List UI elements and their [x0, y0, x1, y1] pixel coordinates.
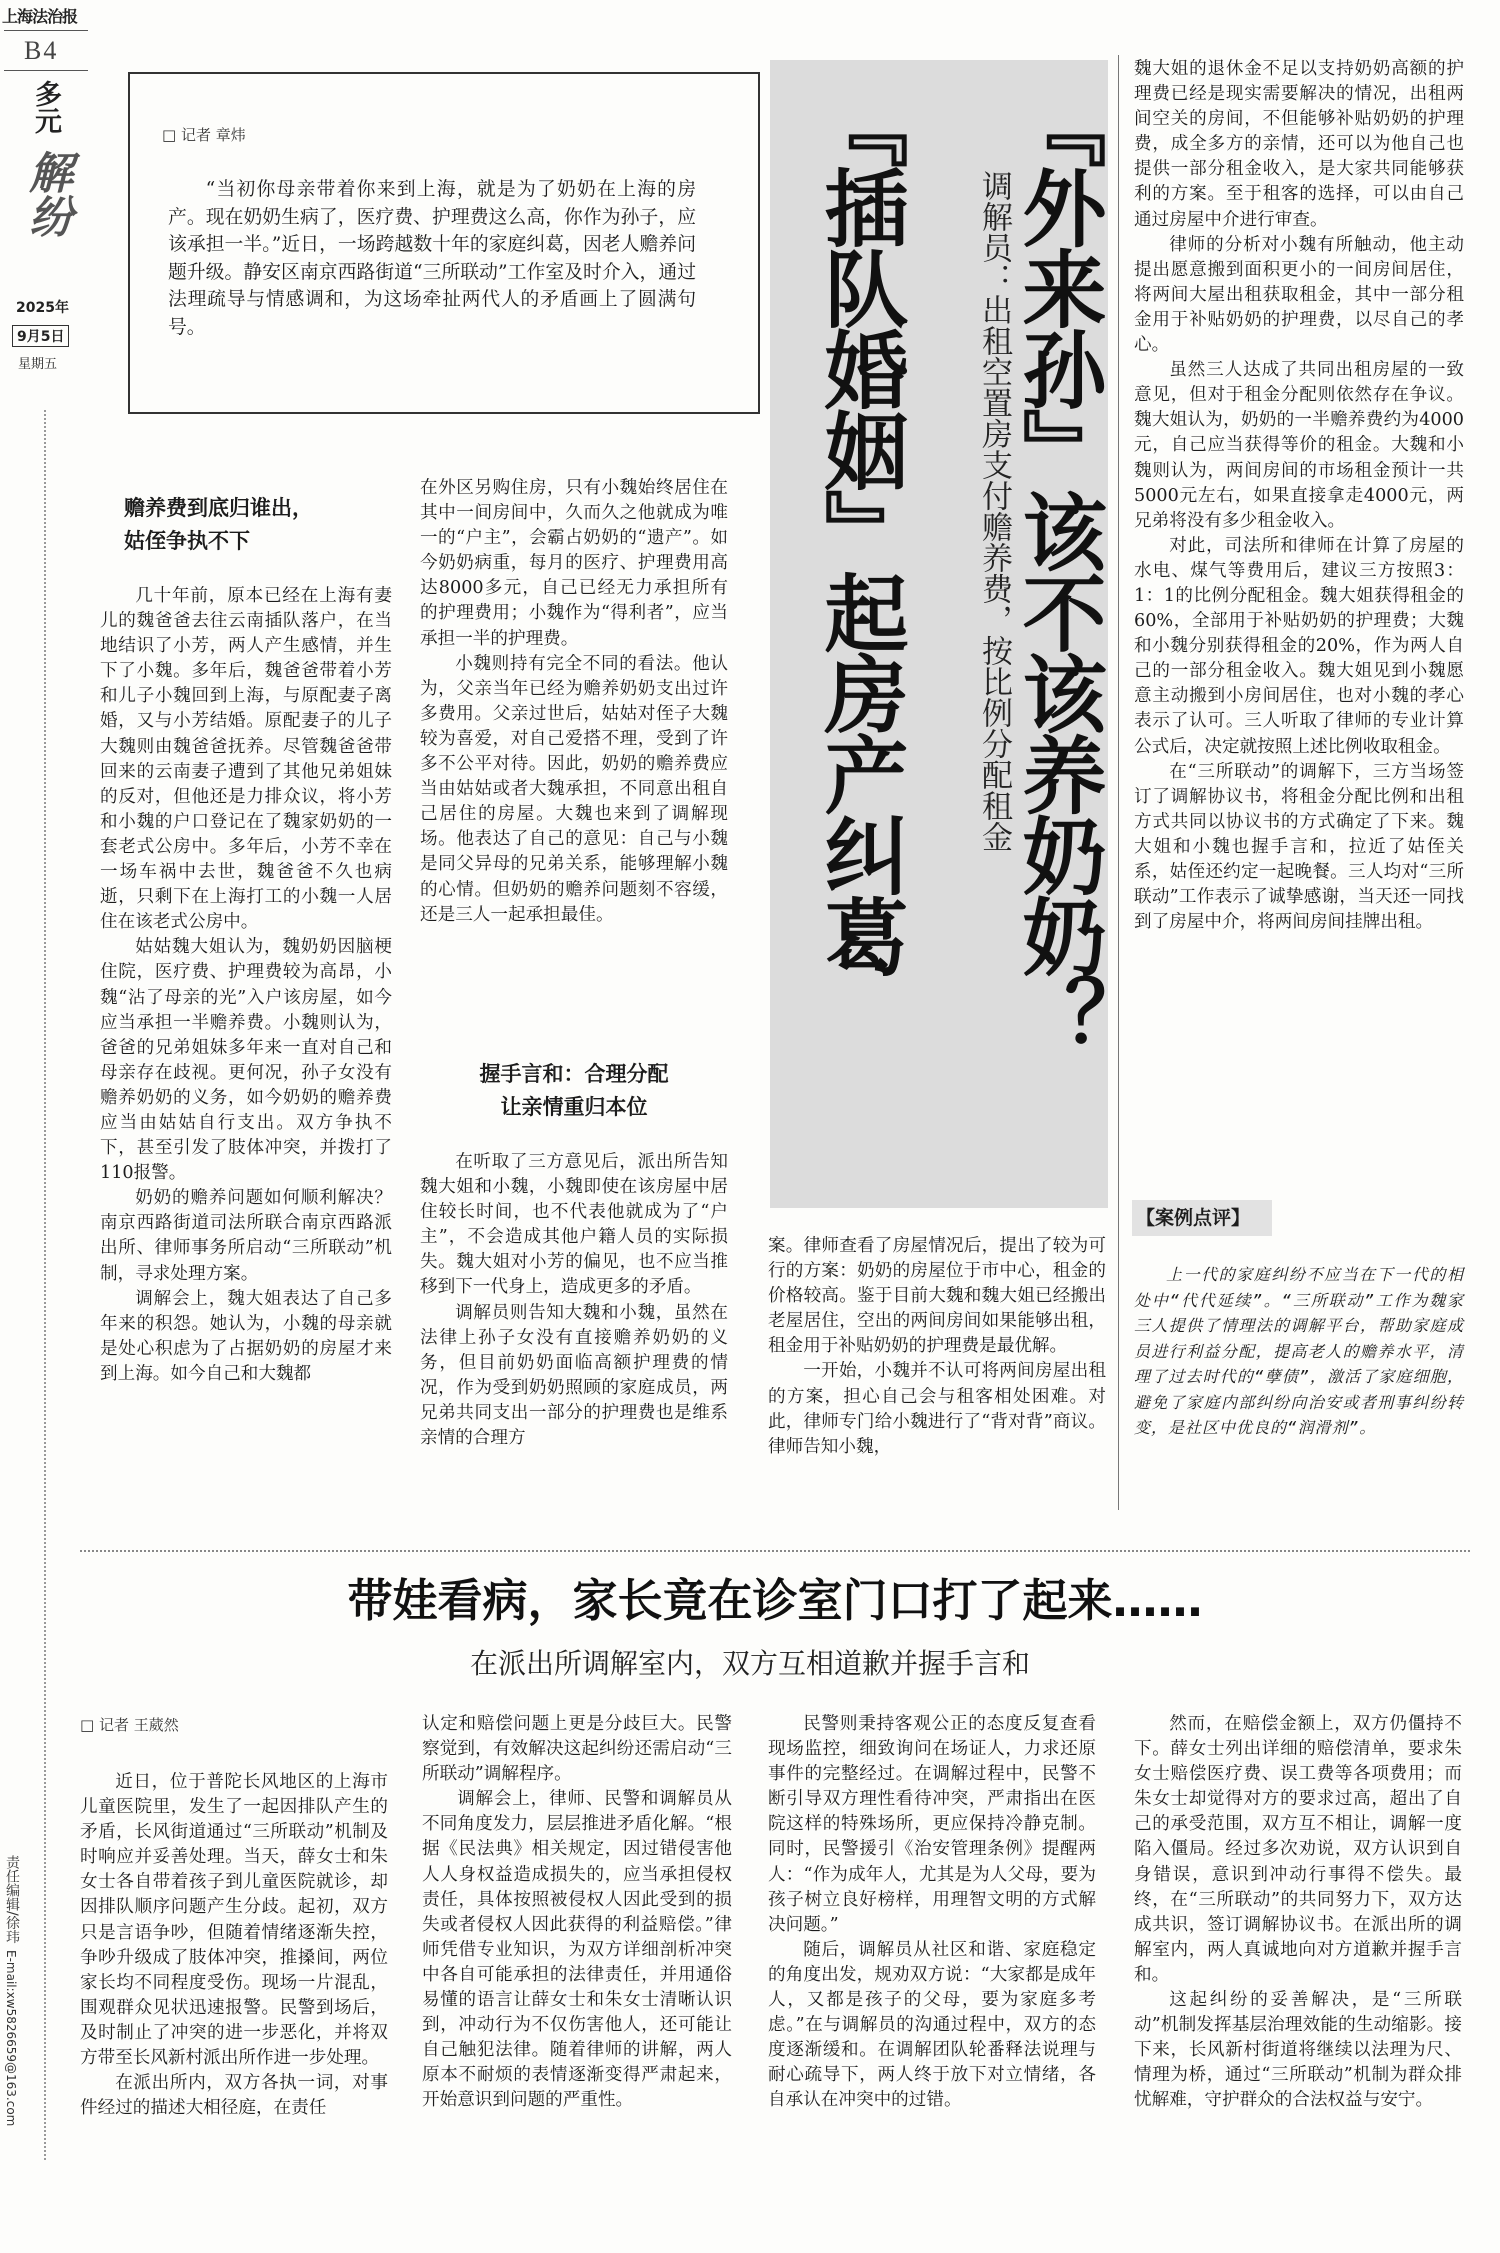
story2-subhead: 在派出所调解室内，双方互相道歉并握手言和 — [469, 1647, 1030, 1680]
story2-byline: □ 记者 王葳然 — [80, 1716, 179, 1734]
masthead — [0, 0, 92, 2253]
story1-col4: 魏大姐的退休金不足以支持奶奶高额的护理费已经是现实需要解决的情况，出租两间空关的房间，不但能够补贴奶奶的护理费，成全多方的亲情，还可以为他自己也提供一部分租金收入，是大家共同能够获利的方案。至于租客的选择，可以由自己通过房屋中介进行审查。 律师的分析对小魏有所触动，他主动提出愿意搬到面积更小的一间房间居住，将两间大屋出租获取租金，其中一部分租金用于补贴奶奶的护理费，以尽自己的孝心。 虽然三人达成了共同出租房屋的一致意见，但对于租金分配则依然存在争议。魏大姐认为，奶奶的一半赡养费约为4000元，自己应当获得等价的租金。大魏和小魏则认为，两间房间的市场租金预计一共5000元左右，如果直接拿走4000元，两兄弟将没有多少租金收入。 对此，司法所和律师在计算了房屋的水电、煤气等费用后，建议三方按照3：1：1的比例分配租金。魏大姐获得租金的60%，全部用于补贴奶奶的护理费；大魏和小魏分别获得租金的20%，作为两人自己的一部分租金收入。魏大姐见到小魏愿意主动搬到小房间居住，也对小魏的孝心表示了认可。三人听取了律师的专业计算公式后，决定就按照上述比例收取租金。 在“三所联动”的调解下，三方当场签订了调解协议书，将租金分配比例和出租方式共同以协议书的方式确定了下来。魏大姐和小魏也握手言和，拉近了姑侄关系，姑侄还约定一起晚餐。三人均对“三所联动”工作表示了诚挚感谢，当天还一同找到了房屋中介，将两间房间挂牌出租。 — [1134, 59, 1464, 933]
section-name: 多元 — [30, 80, 61, 134]
story2-col1: 近日，位于普陀长风地区的上海市儿童医院里，发生了一起因排队产生的矛盾，长风街道通过“三所联动”机制及时响应并妥善处理。当天，薛女士和朱女士各自带着孩子到儿童医院就诊，却因排队顺序问题产生分歧。起初，双方只是言语争吵，但随着情绪逐渐失控，争吵升级成了肢体冲突，推搡间，两位家长均不同程度受伤。现场一片混乱，围观群众见状迅速报警。民警到场后，及时制止了冲突的进一步恶化，并将双方带至长风新村派出所作进一步处理。 在派出所内，双方各执一词，对事件经过的描述大相径庭，在责任 — [80, 1772, 388, 2119]
headline-line-2: 『插队婚姻』起房产纠葛 — [811, 84, 910, 975]
lead-paragraph: “当初你母亲带着你来到上海，就是为了奶奶在上海的房产。现在奶奶生病了，医疗费、护理费这么高，你作为孙子，应该承担一半。”近日，一场跨越数十年的家庭纠葛，因老人赡养问题升级。静安区南京西路街道“三所联动”工作室及时介入，通过法理疏导与情感调和，为这场牵扯两代人的矛盾画上了圆满句号。 — [168, 179, 696, 338]
story2-col4: 然而，在赔偿金额上，双方仍僵持不下。薛女士列出详细的赔偿清单，要求朱女士赔偿医疗费、误工费等各项费用；而朱女士却觉得对方的要求过高，超出了自己的承受范围，双方互不相让，调解一度陷入僵局。经过多次劝说，双方认识到自身错误，意识到冲动行事得不偿失。最终，在“三所联动”的共同努力下，双方达成共识，签订调解协议书。在派出所的调解室内，两人真诚地向对方道歉并握手言和。 这起纠纷的妥善解决，是“三所联动”机制发挥基层治理效能的生动缩影。接下来，长风新村街道将继续以法理为尺、情理为桥，通过“三所联动”机制为群众排忧解难，守护群众的合法权益与安宁。 — [1134, 1714, 1462, 2111]
story1-col2: 在外区另购住房，只有小魏始终居住在其中一间房间中，久而久之他就成为唯一的“户主”，会霸占奶奶的“遗产”。如今奶奶病重，每月的医疗、护理费用高达8000多元，自己已经无力承担所有的护理费用；小魏作为“得利者”，应当承担一半的护理费。 小魏则持有完全不同的看法。他认为，父亲当年已经为赡养奶奶支出过许多费用。父亲过世后，姑姑对侄子大魏较为喜爱，对自己爱搭不理，受到了许多不公平对待。因此，奶奶的赡养费应当由姑姑或者大魏承担，不同意出租自己居住的房屋。大魏也来到了调解现场。他表达了自己的意见：自己与小魏是同父异母的兄弟关系，能够理解小魏的心情。但奶奶的赡养问题刻不容缓，还是三人一起承担最佳。 — [420, 478, 728, 925]
headline-line-1: 『外来孙』该不该养奶奶？ — [1009, 84, 1108, 1056]
sidebar-divider — [44, 410, 46, 2160]
editor-credit: 责任编辑/徐玮 — [4, 1855, 20, 1944]
issue-date: 9月5日 — [12, 325, 69, 347]
divider — [1118, 55, 1119, 1510]
story1-col1: 几十年前，原本已经在上海有妻儿的魏爸爸去往云南插队落户，在当地结识了小芳，两人产生感情，并生下了小魏。多年后，魏爸爸带着小芳和儿子小魏回到上海，与原配妻子离婚，又与小芳结婚。原配妻子的儿子大魏则由魏爸爸抚养。尽管魏爸爸带回来的云南妻子遭到了其他兄弟姐妹的反对，但他还是力排众议，将小芳和小魏的户口登记在了魏家奶奶的一套老式公房中。多年后，小芳不幸在一场车祸中去世，魏爸爸不久也病逝，只剩下在上海打工的小魏一人居住在该老式公房中。 姑姑魏大姐认为，魏奶奶因脑梗住院，医疗费、护理费较为高昂，小魏“沾了母亲的光”入户该房屋，如今应当承担一半赡养费。小魏则认为，爸爸的兄弟姐妹多年来一直对自己和母亲存在歧视。更何况，孙子女没有赡养奶奶的义务，如今奶奶的赡养费应当由姑姑自行支出。双方争执不下，甚至引发了肢体冲突，并拨打了110报警。 奶奶的赡养问题如何顺利解决？南京西路街道司法所联合南京西路派出所、律师事务所启动“三所联动”机制，寻求处理方案。 调解会上，魏大姐表达了自己多年来的积怨。她认为，小魏的母亲就是处心积虑为了占据奶奶的房屋才来到上海。如今自己和大魏都 — [100, 586, 392, 1384]
story1-col2-cont: 在听取了三方意见后，派出所告知魏大姐和小魏，小魏即使在该房屋中居住较长时间，也不代表他就成为了“户主”，不会造成其他户籍人员的实际损失。魏大姐对小芳的偏见，也不应当推移到下一代身上，造成更多的矛盾。 调解员则告知大魏和小魏，虽然在法律上孙子女没有直接赡养奶奶的义务，但目前奶奶面临高额护理费的情况，作为受到奶奶照顾的家庭成员，两兄弟共同支出一部分的护理费也是维系亲情的合理方 — [420, 1152, 728, 1449]
story-separator — [80, 1550, 1470, 1552]
editor-email: E-mail:xw5826659@163.com — [4, 1950, 18, 2127]
story2-col3: 民警则秉持客观公正的态度反复查看现场监控，细致询问在场证人，力求还原事件的完整经过。在调解过程中，民警不断引导双方理性看待冲突，严肃指出在医院这样的特殊场所，更应保持冷静克制。同时，民警援引《治安管理条例》提醒两人：“作为成年人，尤其是为人父母，要为孩子树立良好榜样，用理智文明的方式解决问题。” 随后，调解员从社区和谐、家庭稳定的角度出发，规劝双方说：“大家都是成年人，又都是孩子的父母，要为家庭多考虑。”在与调解员的沟通过程中，双方的态度逐渐缓和。在调解团队轮番释法说理与耐心疏导下，两人终于放下对立情绪，各自承认在冲突中的过错。 — [768, 1714, 1096, 2111]
section-heading-dispute: 赡养费到底归谁出， 姑侄争执不下 — [124, 496, 313, 553]
review-title: 【案例点评】 — [1132, 1200, 1272, 1236]
story2-headline: 带娃看病，家长竟在诊室门口打了起来…… — [347, 1574, 1203, 1627]
deck: 调解员：出租空置房支付赡养费，按比例分配租金 — [976, 170, 1012, 852]
byline: □ 记者 章炜 — [162, 126, 246, 144]
issue-year: 2025年 — [16, 300, 69, 316]
review-text: 上一代的家庭纠纷不应当在下一代的相处中“代代延续”。“三所联动”工作为魏家三人提供了情理法的调解平台，帮助家庭成员进行利益分配，提高老人的赡养水平，清理了过去时代的“孽债”，激活了家庭细胞，避免了家庭内部纠纷向治安或者刑事纠纷转变，是社区中优良的“润滑剂”。 — [1134, 1265, 1464, 1437]
issue-weekday: 星期五 — [18, 357, 58, 372]
story2-col2: 认定和赔偿问题上更是分歧巨大。民警察觉到，有效解决这起纠纷还需启动“三所联动”调解程序。 调解会上，律师、民警和调解员从不同角度发力，层层推进矛盾化解。“根据《民法典》相关规定，因过错侵害他人人身权益造成损失的，应当承担侵权责任，具体按照被侵权人因此受到的损失或者侵权人因此获得的利益赔偿。”律师凭借专业知识，为双方详细剖析冲突中各自可能承担的法律责任，并用通俗易懂的语言让薛女士和朱女士清晰认识到，冲动行为不仅伤害他人，还可能让自己触犯法律。随着律师的讲解，两人原本不耐烦的表情逐渐变得严肃起来，开始意识到问题的严重性。 — [422, 1714, 732, 2111]
page-number: B4 — [24, 36, 59, 65]
section-title: 解纷 — [21, 150, 72, 238]
paper-logo: 上海法治报 — [2, 7, 78, 26]
story1-col3: 案。律师查看了房屋情况后，提出了较为可行的方案：奶奶的房屋位于市中心，租金的价格较高。鉴于目前大魏和魏大姐已经搬出老屋居住，空出的两间房间如果能够出租，租金用于补贴奶奶的护理费是最优解。 一开始，小魏并不认可将两间房屋出租的方案，担心自己会与租客相处困难。对此，律师专门给小魏进行了“背对背”商议。律师告知小魏， — [768, 1236, 1106, 1457]
section-heading-reconcile: 握手言和：合理分配 让亲情重归本位 — [479, 1062, 669, 1119]
